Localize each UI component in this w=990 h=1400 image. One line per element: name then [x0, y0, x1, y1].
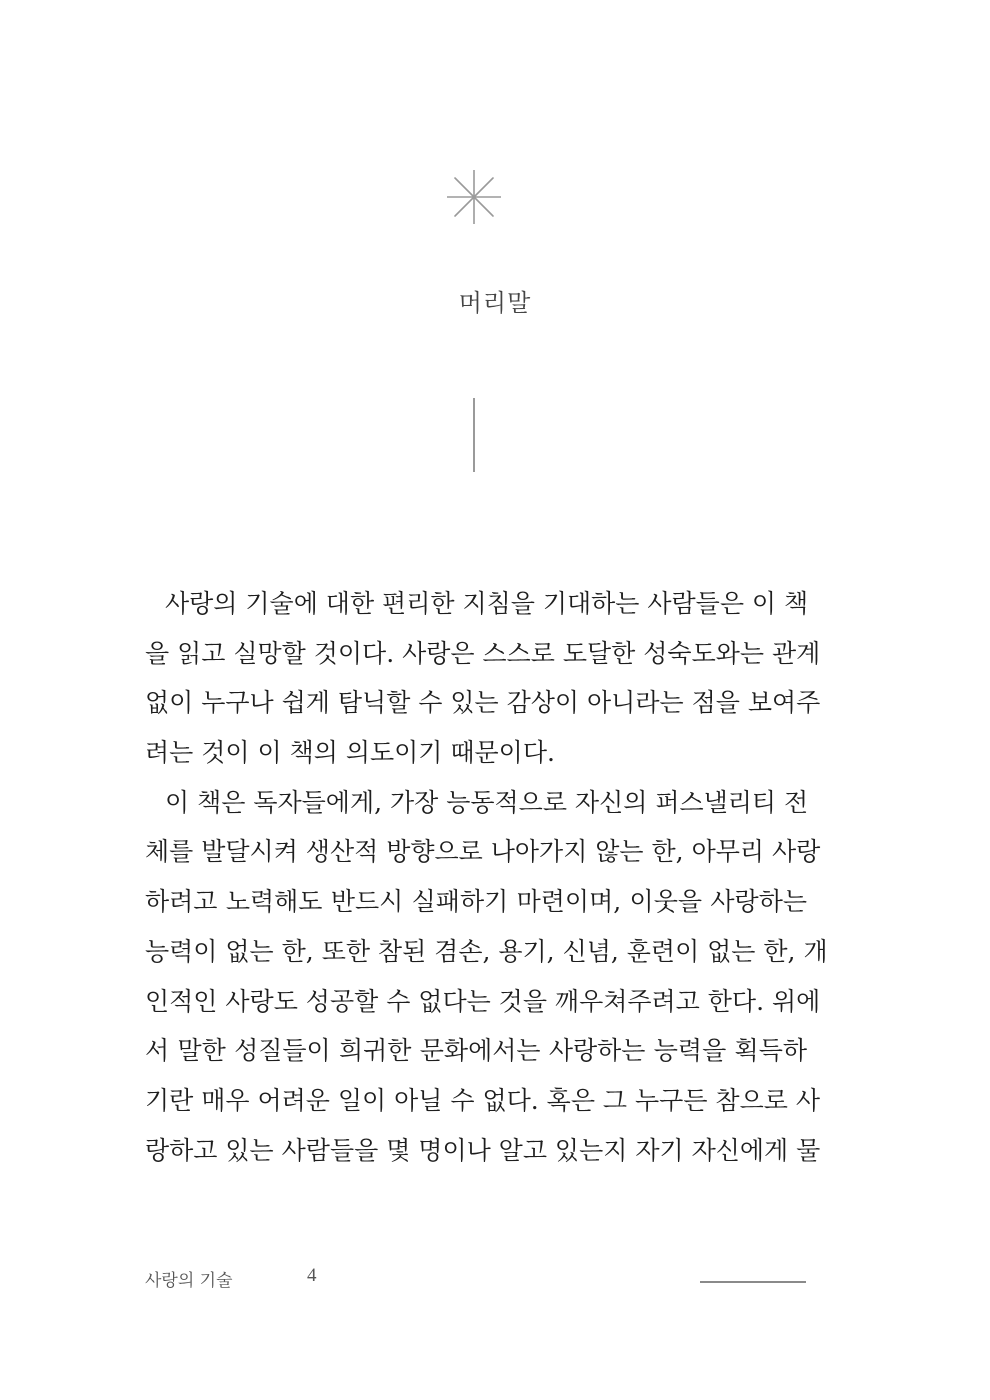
vertical-divider [473, 398, 475, 472]
footer-rule [700, 1281, 806, 1283]
text-line: 랑하고 있는 사람들을 몇 명이나 알고 있는지 자기 자신에게 물 [145, 1135, 821, 1165]
text-line: 서 말한 성질들이 희귀한 문화에서는 사랑하는 능력을 획득하 [145, 1036, 807, 1066]
paragraph-1 [145, 584, 821, 783]
text-line: 없이 누구나 쉽게 탐닉할 수 있는 감상이 아니라는 점을 보여주 [145, 688, 821, 718]
text-line: 이 책은 독자들에게, 가장 능동적으로 자신의 퍼스낼리티 전 [165, 787, 809, 817]
body-text [145, 584, 828, 1180]
page-footer [145, 1266, 807, 1296]
chapter-title: 머리말 [458, 289, 532, 317]
text-line: 기란 매우 어려운 일이 아닐 수 없다. 혹은 그 누구든 참으로 사 [145, 1085, 820, 1115]
asterisk-star-icon [447, 170, 501, 224]
text-line: 을 읽고 실망할 것이다. 사랑은 스스로 도달한 성숙도와는 관계 [145, 638, 821, 668]
text-line: 능력이 없는 한, 또한 참된 겸손, 용기, 신념, 훈련이 없는 한, 개 [145, 936, 828, 966]
text-line: 인적인 사랑도 성공할 수 없다는 것을 깨우쳐주려고 한다. 위에 [145, 986, 821, 1016]
page-number: 4 [307, 1265, 317, 1286]
text-line: 사랑의 기술에 대한 편리한 지침을 기대하는 사람들은 이 책 [165, 589, 809, 618]
text-line: 체를 발달시켜 생산적 방향으로 나아가지 않는 한, 아무리 사랑 [145, 837, 821, 867]
footer-book-title: 사랑의 기술 [145, 1271, 233, 1291]
text-line: 려는 것이 이 책의 의도이기 때문이다. [145, 738, 555, 768]
text-line: 하려고 노력해도 반드시 실패하기 마련이며, 이웃을 사랑하는 [145, 887, 807, 917]
paragraph-2 [145, 783, 828, 1181]
